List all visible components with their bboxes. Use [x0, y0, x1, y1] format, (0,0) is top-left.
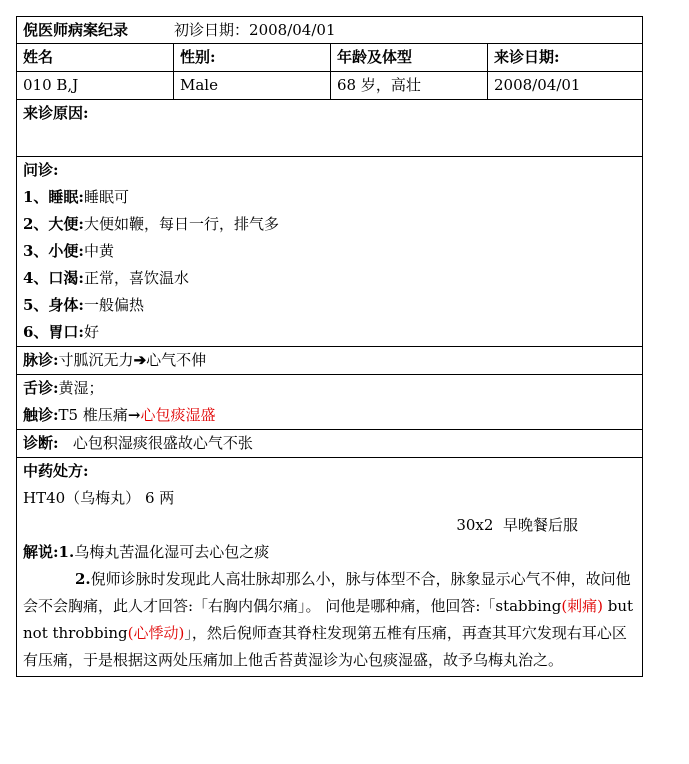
record-title: 倪医师病案纪录	[23, 21, 129, 39]
pulse-label: 脉诊:	[23, 351, 59, 369]
arrow-right-icon: ➔	[133, 351, 147, 369]
diagnosis-row	[17, 430, 643, 458]
inquiry-item-thirst	[23, 265, 636, 292]
pulse-row	[17, 347, 643, 375]
explanation-red-throbbing: (心悸动)	[127, 624, 185, 642]
diagnosis-value: 心包积湿痰很盛故心气不张	[72, 434, 253, 452]
visit-date-label: 来诊日期:	[488, 44, 643, 72]
explanation-text-2c: 」，然后倪师查其脊柱发现第五椎有压痛，再查其耳穴发现右耳心区有压痛，于是根据这两处压痛加上他舌苔黄湿诊为心包痰湿盛，故予乌梅丸治之。	[23, 624, 627, 669]
palpation-label: 触诊:	[23, 406, 59, 424]
reason-row	[17, 100, 643, 157]
info-value-row	[17, 72, 643, 100]
explanation-label: 解说:	[23, 543, 59, 561]
visit-date-value: 2008/04/01	[488, 72, 643, 100]
pulse-result: 心气不伸	[146, 351, 207, 369]
dosage-timing: 早晚餐后服	[502, 516, 578, 534]
prescription-cell	[17, 458, 643, 677]
inquiry-item-label: 5、身体:	[23, 296, 84, 314]
inquiry-item-body	[23, 292, 636, 319]
formula-name: HT40（乌梅丸）	[23, 489, 141, 507]
info-header-row	[17, 44, 643, 72]
inquiry-item-urine	[23, 238, 636, 265]
inquiry-cell	[17, 157, 643, 347]
inquiry-item-label: 3、小便:	[23, 242, 84, 260]
palpation-result: 心包痰湿盛	[140, 406, 216, 424]
prescription-formula-line	[23, 485, 636, 512]
explanation-text-1: 乌梅丸苦温化湿可去心包之痰	[74, 543, 270, 561]
tongue-palpation-cell	[17, 375, 643, 430]
inquiry-item-sleep	[23, 184, 636, 211]
name-label: 姓名	[17, 44, 174, 72]
explanation-num-1: 1.	[58, 543, 75, 561]
first-visit-date: 2008/04/01	[249, 21, 336, 39]
dosage-line	[23, 512, 636, 539]
medical-record	[16, 16, 642, 677]
tongue-label: 舌诊:	[23, 379, 59, 397]
explanation-text-2a: 倪师诊脉时发现此人高壮脉却那么小，脉与体型不合，脉象显示心气不伸，故问他会不会胸痛，此人才回答:「右胸内偶尔痛」。 问他是哪种痛，他回答:「stabbing	[23, 570, 631, 615]
tongue-palpation-row	[17, 375, 643, 430]
diagnosis-line	[23, 430, 636, 457]
tongue-line	[23, 375, 636, 402]
inquiry-item-label: 6、胃口:	[23, 323, 84, 341]
prescription-row	[17, 458, 643, 677]
explanation-paragraph-2	[23, 566, 636, 674]
first-visit-label: 初诊日期：	[174, 21, 250, 39]
arrow-icon: →	[127, 406, 141, 424]
title-row	[17, 17, 643, 44]
inquiry-item-value: 正常，喜饮温水	[83, 269, 189, 287]
inquiry-item-appetite	[23, 319, 636, 346]
inquiry-item-stool	[23, 211, 636, 238]
inquiry-item-value: 好	[83, 323, 99, 341]
age-label: 年龄及体型	[331, 44, 488, 72]
palpation-value: T5 椎压痛	[58, 406, 128, 424]
inquiry-label: 问诊:	[23, 161, 59, 179]
reason-cell	[17, 100, 643, 157]
diagnosis-label: 诊断:	[23, 434, 59, 452]
dosage: 30x2	[456, 516, 494, 534]
inquiry-item-value: 一般偏热	[83, 296, 144, 314]
age-value: 68 岁，高壮	[331, 72, 488, 100]
inquiry-item-label: 1、睡眠:	[23, 188, 84, 206]
inquiry-item-value: 大便如鞭，每日一行，排气多	[83, 215, 279, 233]
inquiry-row	[17, 157, 643, 347]
pulse-line	[23, 347, 636, 374]
diagnosis-cell	[17, 430, 643, 458]
pulse-value: 寸胍沉无力	[58, 351, 134, 369]
record-table	[16, 16, 643, 677]
tongue-value: 黄湿；	[58, 379, 104, 397]
explanation-line-1	[23, 539, 636, 566]
prescription-label: 中药处方:	[23, 462, 89, 480]
sex-label: 性别:	[174, 44, 331, 72]
sex-value: Male	[174, 72, 331, 100]
pulse-cell	[17, 347, 643, 375]
title-cell	[17, 17, 643, 44]
palpation-line	[23, 402, 636, 429]
name-value: 010 B,J	[17, 72, 174, 100]
formula-amount: 6 两	[144, 489, 175, 507]
inquiry-item-label: 2、大便:	[23, 215, 84, 233]
reason-label: 来诊原因:	[23, 104, 89, 122]
explanation-num-2: 2.	[75, 570, 91, 588]
inquiry-item-value: 中黄	[83, 242, 114, 260]
inquiry-item-label: 4、口渴:	[23, 269, 84, 287]
explanation-red-stabbing: (刺痛)	[561, 597, 604, 615]
inquiry-item-value: 睡眠可	[83, 188, 129, 206]
explanation-text-2b: but not throbbing	[23, 597, 634, 642]
